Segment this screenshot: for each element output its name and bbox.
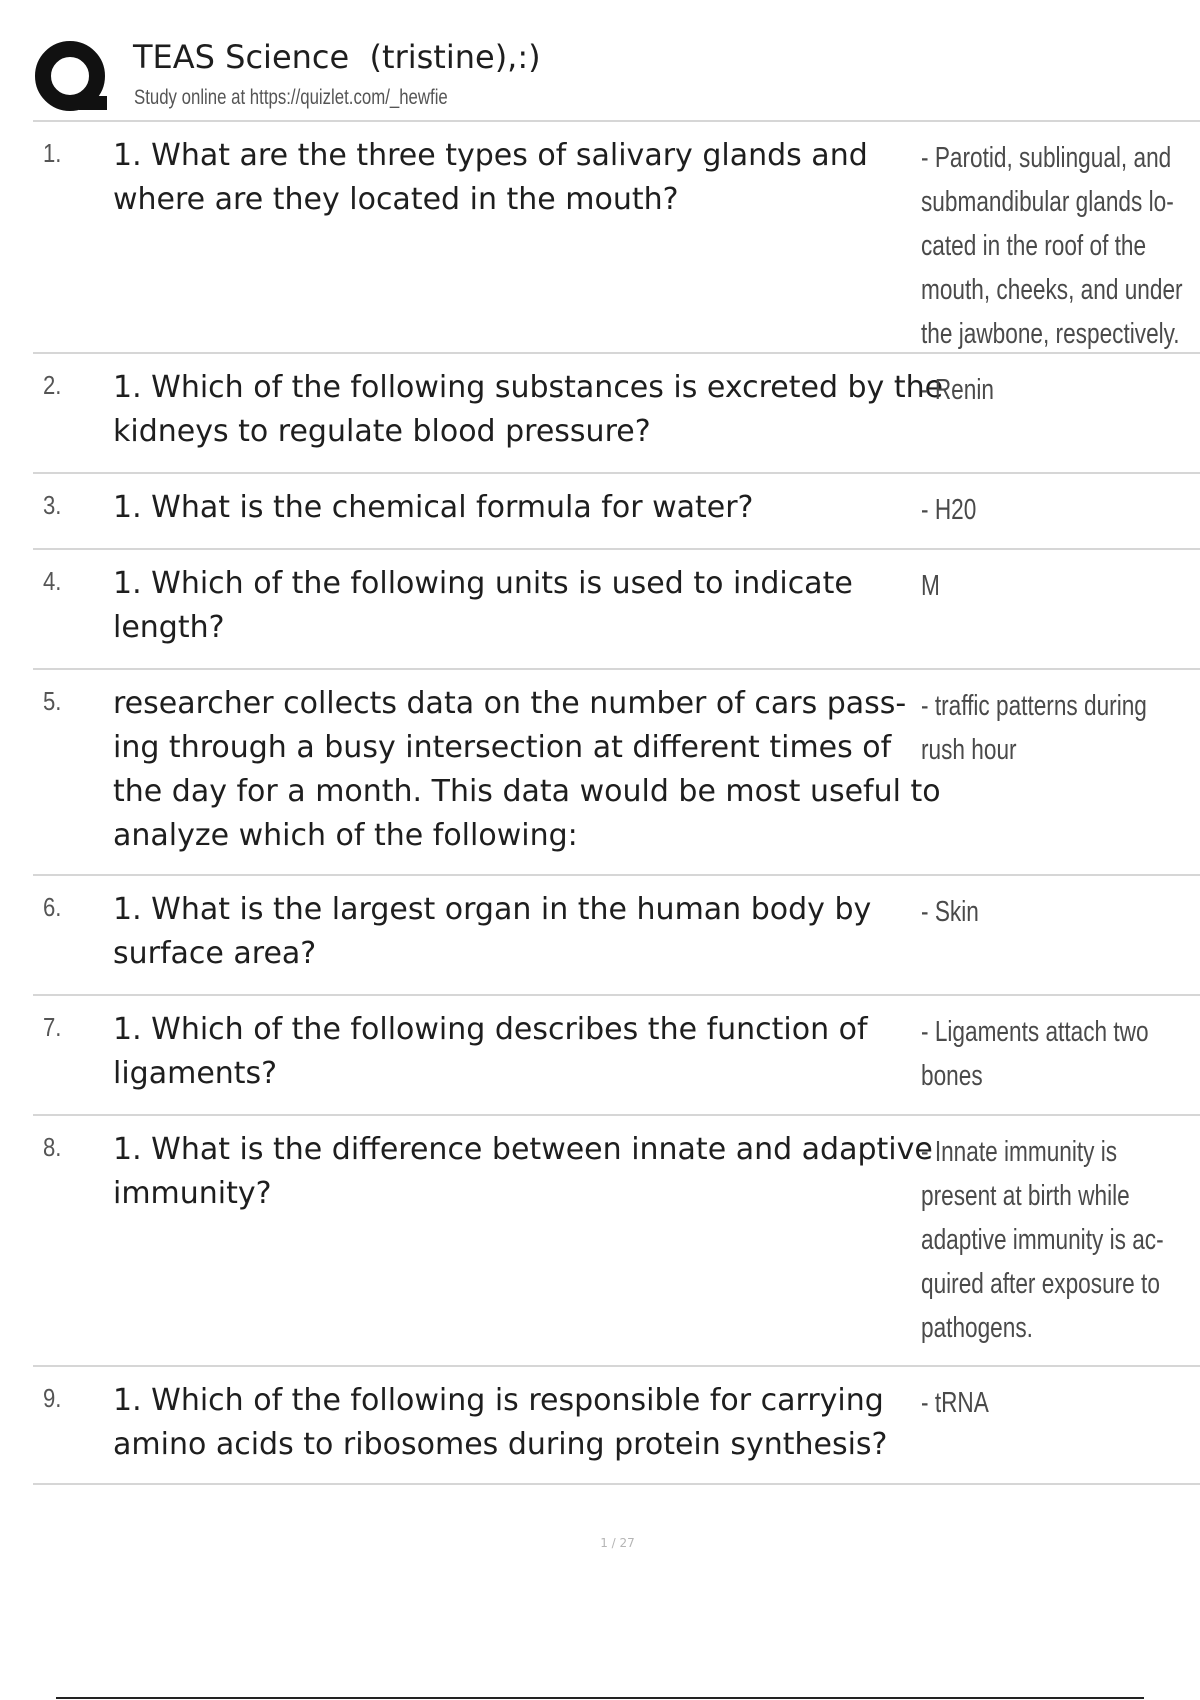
card-number: 4.	[43, 566, 62, 596]
card-definition: - Renin	[921, 374, 994, 406]
card-number: 9.	[43, 1383, 62, 1413]
flashcard-row	[33, 996, 1200, 1116]
card-term: 1. What is the largest organ in the human body by surface area?	[113, 892, 872, 971]
flashcard-row	[33, 1367, 1200, 1485]
footer-divider	[56, 1697, 1144, 1699]
flashcard-row	[33, 122, 1200, 354]
card-definition: - Parotid, sublingual, and submandibular glands lo- cated in the roof of the mouth, cheeks, and under the jawbone, respectively.	[921, 142, 1183, 350]
card-definition: - tRNA	[921, 1387, 989, 1419]
card-term: researcher collects data on the number of cars pass- ing through a busy intersection at different times of the day for a month. This data would be most useful to analyze which of the following:	[113, 686, 941, 853]
card-number: 2.	[43, 370, 62, 400]
card-term: 1. What is the difference between innate and adaptive immunity?	[113, 1132, 933, 1211]
page-number: 1 / 27	[600, 1536, 635, 1550]
card-number: 6.	[43, 892, 62, 922]
card-number: 3.	[43, 490, 62, 520]
card-term: 1. What is the chemical formula for water?	[113, 490, 754, 525]
card-definition: - Skin	[921, 896, 979, 928]
card-number: 8.	[43, 1132, 62, 1162]
flashcard-row	[33, 474, 1200, 550]
card-definition: - Innate immunity is present at birth while adaptive immunity is ac- quired after exposure to pathogens.	[921, 1136, 1164, 1344]
card-definition: M	[921, 570, 940, 602]
card-number: 7.	[43, 1012, 62, 1042]
flashcard-row	[33, 1116, 1200, 1367]
card-definition: - traffic patterns during rush hour	[921, 690, 1147, 766]
document-header	[33, 36, 1200, 120]
card-term: 1. Which of the following describes the function of ligaments?	[113, 1012, 868, 1091]
flashcard-row	[33, 354, 1200, 474]
card-definition: - Ligaments attach two bones	[921, 1016, 1149, 1092]
card-number: 5.	[43, 686, 62, 716]
card-definition: - H20	[921, 494, 977, 526]
card-term: 1. Which of the following units is used to indicate length?	[113, 566, 853, 645]
quizlet-q-logo-icon	[33, 38, 111, 116]
card-number: 1.	[43, 138, 62, 168]
card-term: 1. What are the three types of salivary glands and where are they located in the mouth?	[113, 138, 868, 217]
study-online-link[interactable]: Study online at https://quizlet.com/_hewfie	[134, 86, 448, 109]
flashcard-row	[33, 876, 1200, 996]
card-term: 1. Which of the following is responsible for carrying amino acids to ribosomes during protein synthesis?	[113, 1383, 888, 1462]
flashcard-row	[33, 550, 1200, 670]
flashcard-list	[33, 122, 1200, 1485]
flashcard-row	[33, 670, 1200, 876]
card-term: 1. Which of the following substances is excreted by the kidneys to regulate blood pressure?	[113, 370, 944, 449]
document-title: TEAS Science (tristine),:)	[133, 38, 541, 76]
